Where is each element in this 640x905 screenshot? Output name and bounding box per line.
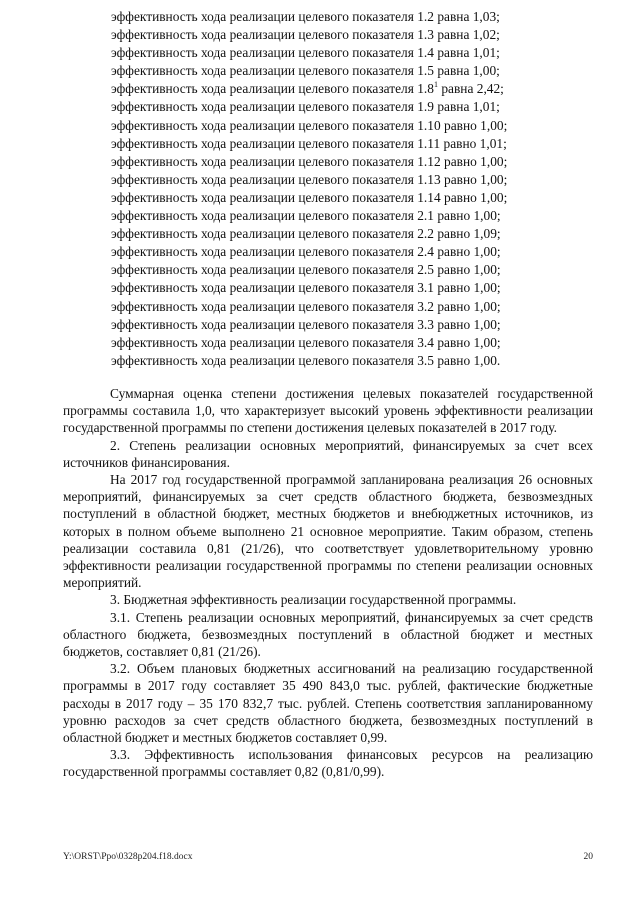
list-item: эффективность хода реализации целевого показателя 2.1 равно 1,00; bbox=[111, 208, 501, 224]
list-item: эффективность хода реализации целевого показателя 3.1 равно 1,00; bbox=[111, 280, 501, 296]
footnote-mark: 1 bbox=[433, 79, 438, 89]
list-item-text: эффективность хода реализации целевого показателя 1.8 bbox=[111, 81, 434, 97]
list-item: эффективность хода реализации целевого показателя 3.5 равно 1,00. bbox=[111, 352, 501, 368]
list-item: эффективность хода реализации целевого показателя 3.2 равно 1,00; bbox=[111, 298, 501, 314]
list-item: эффективность хода реализации целевого показателя 1.3 равна 1,02; bbox=[111, 27, 500, 43]
list-item: эффективность хода реализации целевого показателя 1.14 равно 1,00; bbox=[111, 189, 508, 205]
indicator-list bbox=[111, 8, 591, 370]
list-item: эффективность хода реализации целевого показателя 1.11 равно 1,01; bbox=[111, 135, 507, 151]
list-item: эффективность хода реализации целевого показателя 3.3 равно 1,00; bbox=[111, 316, 501, 332]
list-item: эффективность хода реализации целевого показателя 3.4 равно 1,00; bbox=[111, 334, 501, 350]
list-item: эффективность хода реализации целевого показателя 1.5 равна 1,00; bbox=[111, 63, 500, 79]
paragraph-3-3: 3.3. Эффективность использования финансовых ресурсов на реализацию государственной программы составляет 0,82 (0,81/0,99). bbox=[63, 747, 593, 780]
section-heading-2: 2. Степень реализации основных мероприятий, финансируемых за счет всех источников финансирования. bbox=[63, 437, 593, 470]
list-item: эффективность хода реализации целевого показателя 1.13 равно 1,00; bbox=[111, 171, 508, 187]
list-item bbox=[111, 80, 591, 98]
paragraph-measures: На 2017 год государственной программой запланирована реализация 26 основных мероприятий, финансируемых за счет средств областного бюджета, безвозмездных поступлений в областной бюджет, местных бюджетов и внебюджетных источников, из которых в полном объеме выполнено 21 основное мероприятие. Таким образом, степень реализации составила 0,81 (21/26), что соответствует удовлетворительному уровню эффективности реализации государственной программы по степени реализации основных мероприятий. bbox=[63, 472, 593, 591]
section-heading-3: 3. Бюджетная эффективность реализации государственной программы. bbox=[110, 592, 517, 608]
list-item-text-tail: равна 2,42; bbox=[437, 81, 504, 97]
list-item: эффективность хода реализации целевого показателя 2.2 равно 1,09; bbox=[111, 226, 501, 242]
list-item: эффективность хода реализации целевого показателя 1.2 равна 1,03; bbox=[111, 9, 500, 24]
file-path: Y:\ORST\Ppo\0328p204.f18.docx bbox=[63, 852, 193, 862]
paragraph-3-2: 3.2. Объем плановых бюджетных ассигнований на реализацию государственной программы в 2017 году составляет 35 490 843,0 тыс. рублей, фактические бюджетные расходы в 2017 году – 35 170 832,7 тыс. рублей. Степень соответствия запланированному уровню расходов за счет средств областного бюджета, безвозмездных поступлений в областной бюджет и местных бюджетов составляет 0,99. bbox=[63, 661, 593, 746]
list-item: эффективность хода реализации целевого показателя 1.9 равна 1,01; bbox=[111, 99, 500, 115]
list-item: эффективность хода реализации целевого показателя 1.4 равна 1,01; bbox=[111, 45, 500, 61]
list-item: эффективность хода реализации целевого показателя 2.4 равно 1,00; bbox=[111, 244, 501, 260]
page-number: 20 bbox=[583, 852, 593, 862]
document-body bbox=[63, 385, 593, 781]
list-item: эффективность хода реализации целевого показателя 1.10 равно 1,00; bbox=[111, 117, 508, 133]
list-item: эффективность хода реализации целевого показателя 1.12 равно 1,00; bbox=[111, 153, 508, 169]
paragraph-summary: Суммарная оценка степени достижения целевых показателей государственной программы составила 1,0, что характеризует высокий уровень эффективности реализации государственной программы по степени достижения целевых показателей в 2017 году. bbox=[63, 386, 593, 436]
list-item: эффективность хода реализации целевого показателя 2.5 равно 1,00; bbox=[111, 262, 501, 278]
paragraph-3-1: 3.1. Степень реализации основных мероприятий, финансируемых за счет средств областного бюджета, безвозмездных поступлений в областной бюджет и местных бюджетов, составляет 0,81 (21/26). bbox=[63, 609, 593, 660]
